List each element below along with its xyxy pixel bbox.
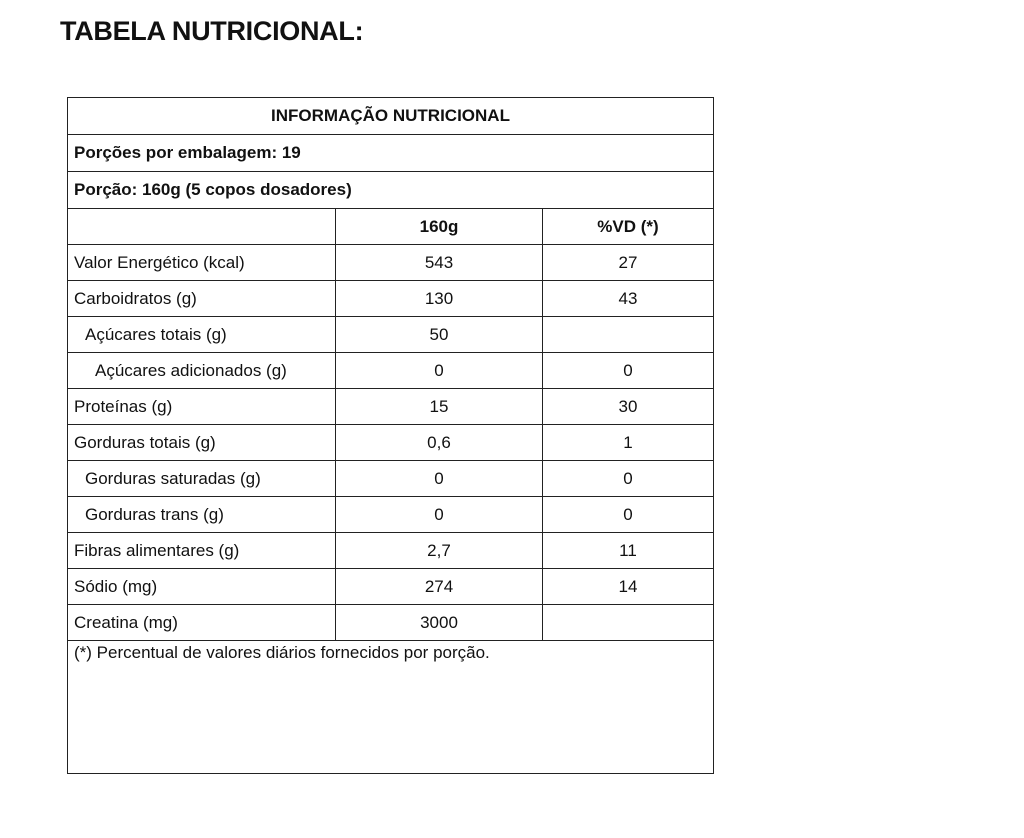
nutrient-daily-value: 0	[543, 353, 714, 389]
table-row	[68, 497, 714, 533]
footnote: (*) Percentual de valores diários fornecidos por porção.	[68, 641, 714, 774]
nutrient-amount: 130	[336, 281, 543, 317]
nutrient-label: Gorduras trans (g)	[68, 497, 336, 533]
table-row	[68, 461, 714, 497]
nutrient-label: Valor Energético (kcal)	[68, 245, 336, 281]
column-header-nutrient	[68, 209, 336, 245]
table-row	[68, 281, 714, 317]
nutrient-daily-value: 30	[543, 389, 714, 425]
nutrition-table	[67, 97, 714, 774]
nutrient-daily-value: 43	[543, 281, 714, 317]
nutrient-amount: 0,6	[336, 425, 543, 461]
nutrient-label: Creatina (mg)	[68, 605, 336, 641]
serving-size: Porção: 160g (5 copos dosadores)	[68, 172, 714, 209]
nutrient-daily-value	[543, 317, 714, 353]
nutrient-amount: 274	[336, 569, 543, 605]
column-header-daily-value: %VD (*)	[543, 209, 714, 245]
nutrient-amount: 15	[336, 389, 543, 425]
nutrient-label: Proteínas (g)	[68, 389, 336, 425]
nutrient-amount: 543	[336, 245, 543, 281]
nutrient-daily-value: 1	[543, 425, 714, 461]
table-row	[68, 245, 714, 281]
nutrient-label: Açúcares totais (g)	[68, 317, 336, 353]
nutrient-label: Fibras alimentares (g)	[68, 533, 336, 569]
nutrient-amount: 0	[336, 353, 543, 389]
nutrient-daily-value: 0	[543, 461, 714, 497]
page-title: TABELA NUTRICIONAL:	[60, 16, 364, 46]
nutrient-daily-value: 11	[543, 533, 714, 569]
column-header-amount: 160g	[336, 209, 543, 245]
nutrient-daily-value: 0	[543, 497, 714, 533]
nutrient-label: Gorduras totais (g)	[68, 425, 336, 461]
footnote-row	[68, 641, 714, 774]
nutrient-label: Gorduras saturadas (g)	[68, 461, 336, 497]
nutrient-amount: 0	[336, 461, 543, 497]
nutrient-label: Carboidratos (g)	[68, 281, 336, 317]
table-row	[68, 605, 714, 641]
column-header-row	[68, 209, 714, 245]
nutrient-daily-value: 27	[543, 245, 714, 281]
nutrient-amount: 3000	[336, 605, 543, 641]
table-row	[68, 317, 714, 353]
table-row	[68, 533, 714, 569]
table-row	[68, 569, 714, 605]
table-header-row	[68, 98, 714, 135]
nutrient-daily-value	[543, 605, 714, 641]
nutrient-label: Sódio (mg)	[68, 569, 336, 605]
table-row	[68, 425, 714, 461]
nutrient-label: Açúcares adicionados (g)	[68, 353, 336, 389]
table-row	[68, 353, 714, 389]
nutrient-daily-value: 14	[543, 569, 714, 605]
table-header: INFORMAÇÃO NUTRICIONAL	[68, 98, 714, 135]
table-row	[68, 389, 714, 425]
nutrient-amount: 50	[336, 317, 543, 353]
serving-size-row	[68, 172, 714, 209]
nutrient-amount: 2,7	[336, 533, 543, 569]
nutrient-amount: 0	[336, 497, 543, 533]
servings-row	[68, 135, 714, 172]
servings-per-package: Porções por embalagem: 19	[68, 135, 714, 172]
